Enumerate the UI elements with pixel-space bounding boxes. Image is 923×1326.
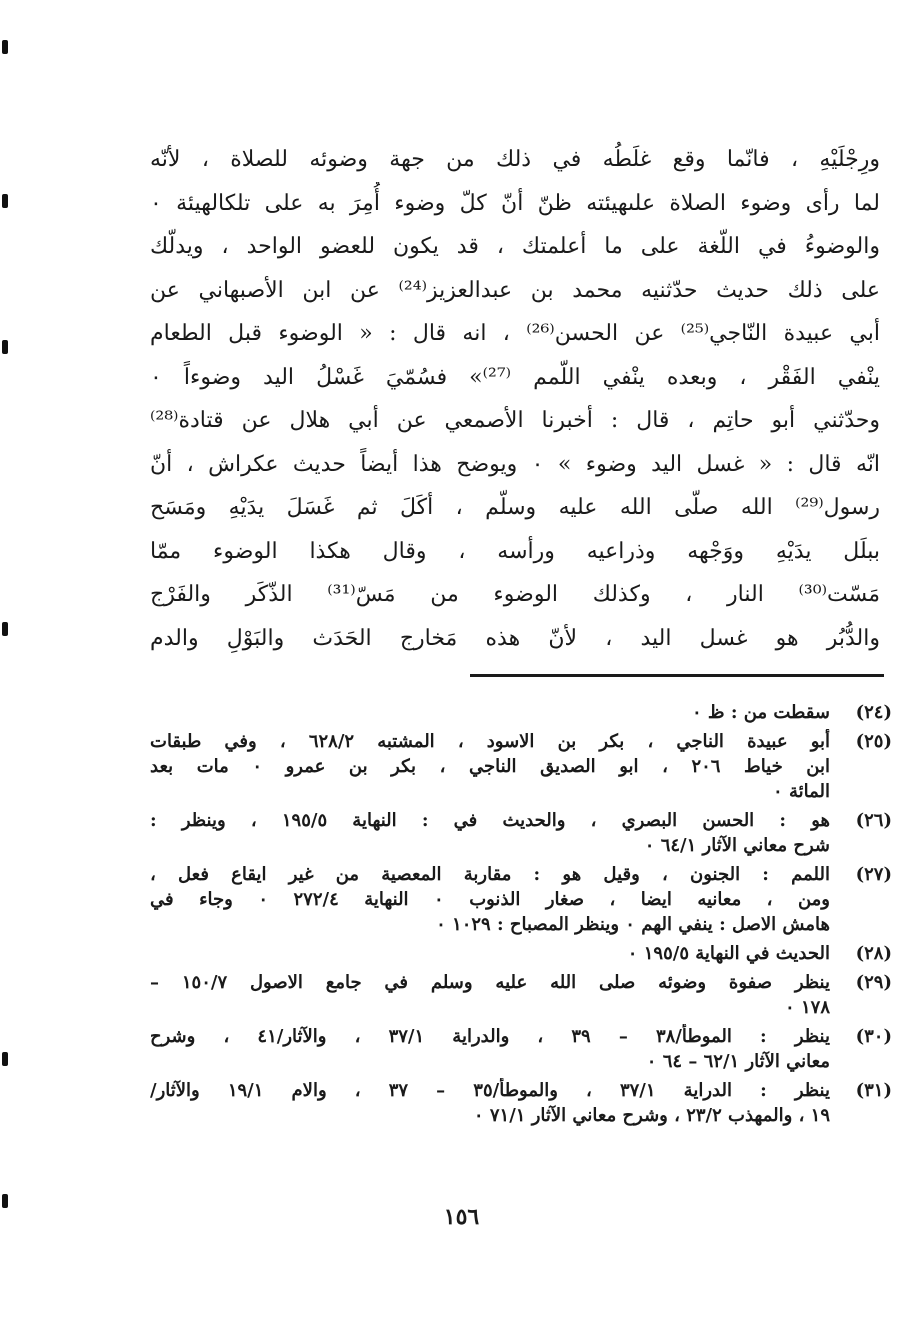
footnote-line: هامش الاصل : ينفي الهم ٠ وينظر المصباح : ١٠٢٩ ٠: [436, 914, 830, 935]
footnote-line: أبو عبيدة الناجي ، بكر بن الاسود ، المشتبه ٦٢٨/٢ ، وفي طبقات: [150, 731, 830, 752]
margin-mark: [2, 40, 8, 54]
text-line: ينْفي الفَقْر ، وبعده ينْفي اللّمم ⁽²⁷⁾» فسُمّيَ غَسْلُ اليد وضوءاً ٠: [150, 364, 880, 390]
footnote-number: (٢٨): [855, 943, 892, 964]
margin-mark: [2, 340, 8, 354]
footnote-line: ابن خياط ٢٠٦ ، ابو الصديق الناجي ، بكر بن عمرو ٠ مات بعد: [150, 756, 830, 777]
footnote-31: [150, 1078, 892, 1128]
margin-mark: [2, 1052, 8, 1066]
footnote-27: [150, 862, 892, 937]
text-line: أبي عبيدة النّاجي⁽²⁵⁾ عن الحسن⁽²⁶⁾ ، انه قال : « الوضوء قبل الطعام: [150, 321, 880, 346]
footnote-29: [150, 970, 892, 1020]
footnotes: [150, 700, 892, 1132]
footnote-line: معاني الآثار ٦٢/١ – ٦٤ ٠: [646, 1051, 830, 1072]
footnote-line: ومن ، معانيه ايضا ، صغار الذنوب ٠ النهاية ٢٧٢/٤ ٠ وجاء في: [150, 889, 830, 910]
footnote-28: [150, 941, 892, 966]
footnote-line: ١٧٨ ٠: [785, 997, 830, 1018]
footnote-line: شرح معاني الآثار ٦٤/١ ٠: [644, 835, 830, 856]
footnote-line: المائة ٠: [773, 781, 830, 802]
footnote-line: اللمم : الجنون ، وقيل هو : مقاربة المعصية من غير ايقاع فعل ،: [150, 864, 830, 885]
footnote-line: ينظر صفوة وضوئه صلى الله عليه وسلم في جامع الاصول ١٥٠/٧ –: [150, 972, 830, 993]
footnote-number: (٣١): [855, 1080, 892, 1101]
footnote-number: (٢٧): [855, 864, 892, 885]
text-line: والدُّبُر هو غسل اليد ، لأنّ هذه مَخارج الحَدَث والبَوْلِ والدم: [150, 625, 880, 651]
margin-mark: [2, 622, 8, 636]
footnote-line: ينظر : الدراية ٣٧/١ ، والموطأ/٣٥ – ٣٧ ، والام ١٩/١ والآثار/: [150, 1080, 830, 1101]
text-line: رسول⁽²⁹⁾ الله صلّى الله عليه وسلّم ، أكَلَ ثم غَسَلَ يدَيْهِ ومَسَح: [150, 495, 880, 520]
text-line: وحدّثني أبو حاتِم ، قال : أخبرنا الأصمعي عن أبي هلال عن قتادة⁽²⁸⁾: [150, 408, 880, 433]
footnote-number: (٢٥): [855, 731, 892, 752]
footnote-number: (٣٠): [855, 1026, 892, 1047]
footnote-line: الحديث في النهاية ١٩٥/٥ ٠: [627, 943, 830, 964]
footnote-24: [150, 700, 892, 725]
footnote-separator: [470, 674, 884, 677]
footnote-line: ١٩ ، والمهذب ٢٣/٢ ، وشرح معاني الآثار ٧١/١ ٠: [473, 1105, 830, 1126]
text-line: على ذلك حديث حدّثنيه محمد بن عبدالعزيز⁽²⁴⁾ عن ابن الأصبهاني عن: [150, 277, 880, 303]
text-line: لما رأى وضوء الصلاة علىهيئته ظنّ أنّ كلّ وضوء أُمِرَ به على تلكالهيئة ٠: [150, 190, 880, 216]
margin-mark: [2, 194, 8, 208]
footnote-number: (٢٩): [855, 972, 892, 993]
footnote-number: (٢٤): [855, 702, 892, 723]
text-line: انّه قال : « غسل اليد وضوء » ٠ ويوضح هذا أيضاً حديث عكراش ، أنّ: [150, 451, 880, 477]
text-line: والوضوءُ في اللّغة على ما أعلمتك ، قد يكون للعضو الواحد ، ويدلّك: [150, 234, 880, 259]
text-line: مَسّت⁽³⁰⁾ النار ، وكذلك الوضوء من مَسّ⁽³¹⁾ الذّكَر والفَرْج: [150, 582, 880, 607]
footnote-25: [150, 729, 892, 804]
footnote-number: (٢٦): [855, 810, 892, 831]
footnote-line: ينظر : الموطأ/٣٨ – ٣٩ ، والدراية ٣٧/١ ، والآثار/٤١ ، وشرح: [150, 1026, 830, 1047]
footnote-line: هو : الحسن البصري ، والحديث في : النهاية ١٩٥/٥ ، وينظر :: [150, 810, 830, 831]
footnote-line: سقطت من : ظ ٠: [691, 702, 830, 723]
footnote-30: [150, 1024, 892, 1074]
page-number: ١٥٦: [443, 1204, 480, 1230]
text-line: ببلَل يدَيْهِ ووَجْهه وذراعيه ورأسه ، وقال هكذا الوضوء ممّا: [150, 538, 880, 564]
text-line: ورِجْلَيْهِ ، فانّما وقع غلَطُه في ذلك من جهة وضوئه للصلاة ، لأنّه: [150, 147, 880, 172]
main-body-text: [150, 138, 880, 660]
footnote-26: [150, 808, 892, 858]
